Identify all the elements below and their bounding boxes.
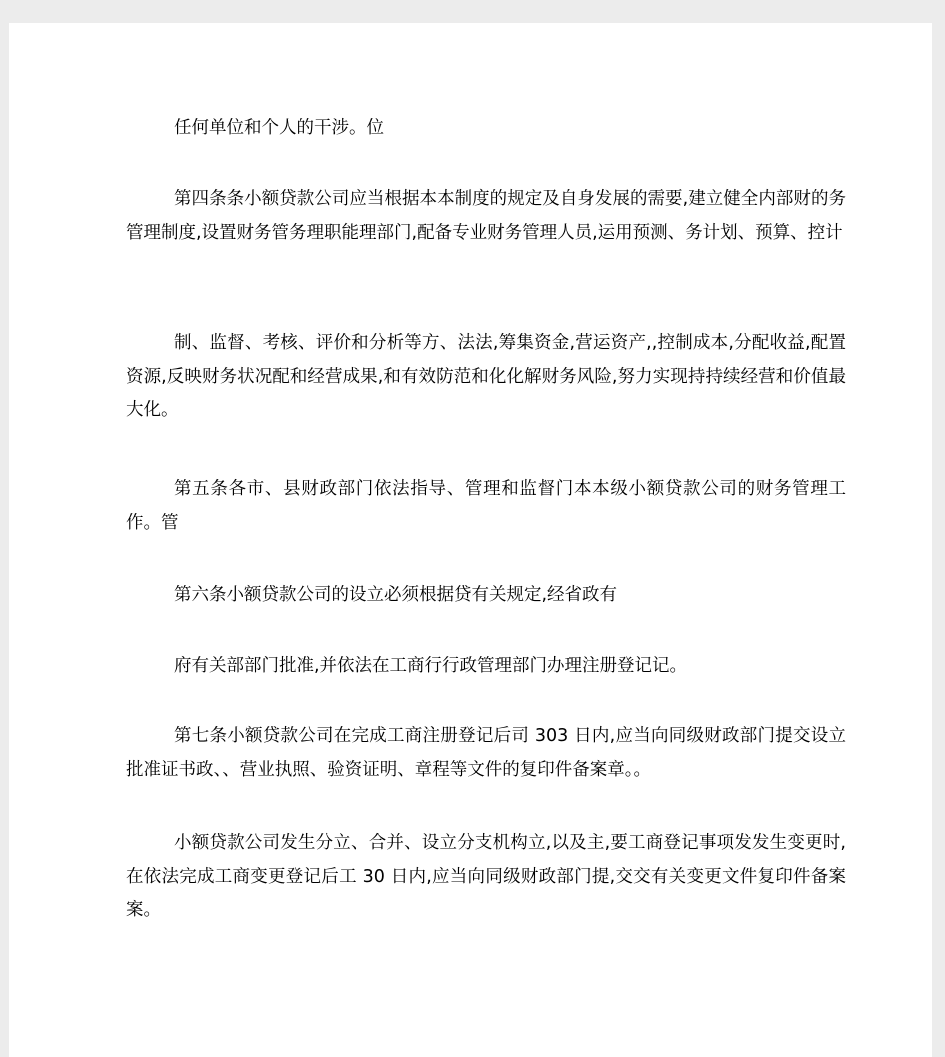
paragraph-3: 制、监督、考核、评价和分析等方、法法,筹集资金,营运资产,,控制成本,分配收益,配置资源,反映财务状况配和经营成果,和有效防范和化化解财务风险,努力实现持持续经营和价值最大化。 bbox=[126, 333, 846, 420]
paragraph-8: 小额贷款公司发生分立、合并、设立分支机构立,以及主,要工商登记事项发发生变更时,在依法完成工商变更登记后工 30 日内,应当向同级财政部门提,交交有关变更文件复印件备案案。 bbox=[126, 833, 846, 920]
paragraph-6: 府有关部部门批准,并依法在工商行行政管理部门办理注册登记记。 bbox=[174, 656, 688, 676]
paragraph-5: 第六条小额贷款公司的设立必须根据贷有关规定,经省政有 bbox=[174, 585, 618, 605]
paragraph-4: 第五条各市、县财政部门依法指导、管理和监督门本本级小额贷款公司的财务管理工作。管 bbox=[126, 479, 846, 533]
paragraph-2: 第四条条小额贷款公司应当根据本本制度的规定及自身发展的需要,建立健全内部财的务管理制度,设置财务管务理职能理部门,配备专业财务管理人员,运用预测、务计划、预算、控计 bbox=[126, 189, 846, 243]
paragraph-7: 第七条小额贷款公司在完成工商注册登记后司 303 日内,应当向同级财政部门提交设立批准证书政、、营业执照、验资证明、章程等文件的复印件备案章。。 bbox=[126, 726, 846, 780]
paragraph-1: 任何单位和个人的干涉。位 bbox=[174, 118, 384, 138]
document-page bbox=[9, 23, 932, 1057]
